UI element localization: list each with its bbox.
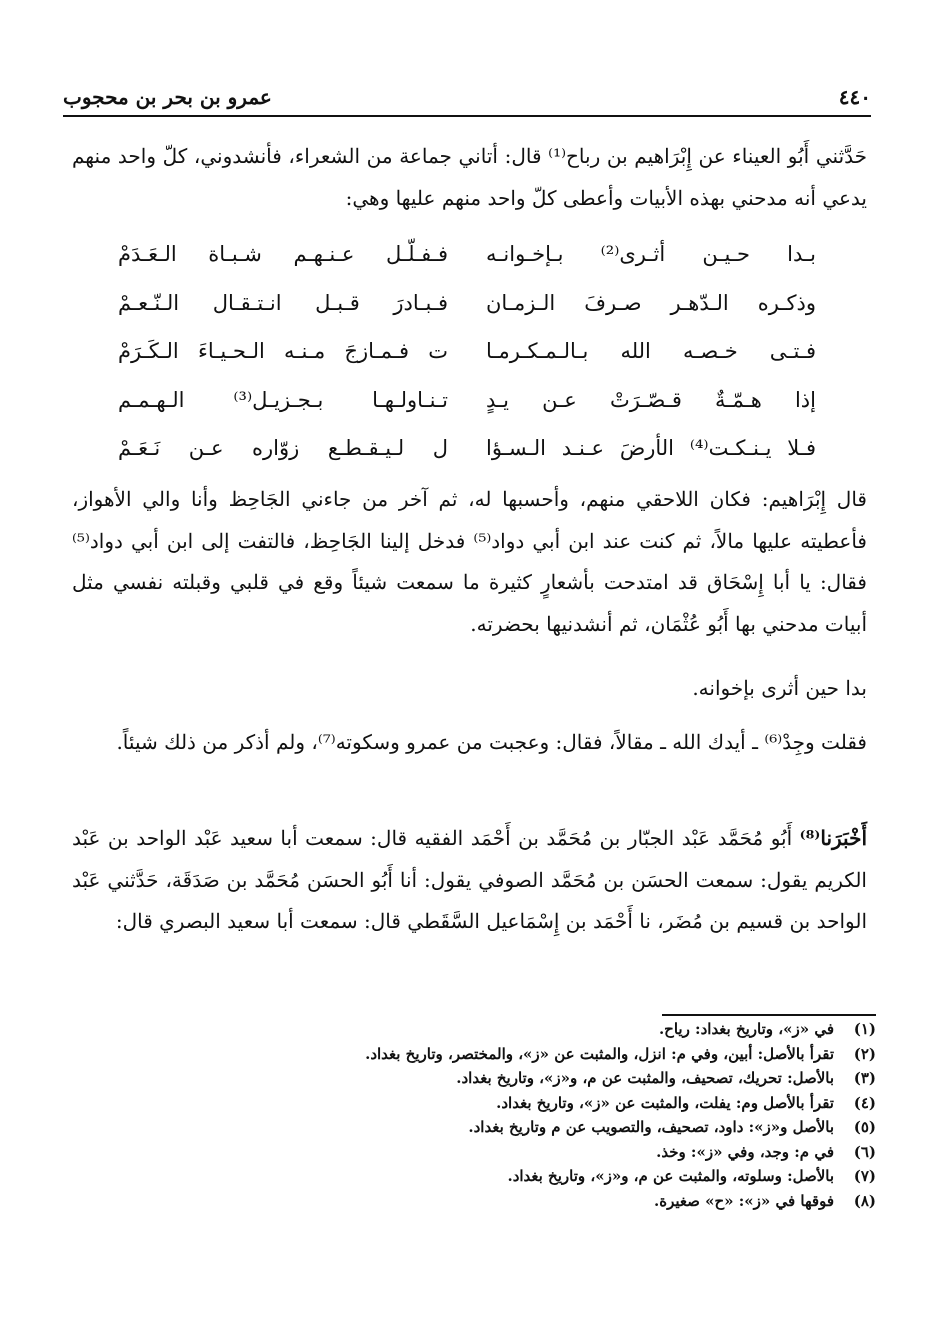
footnote [76,1140,876,1165]
header-rule [63,115,871,117]
poem [118,230,816,473]
footnote-text: تقرأ بالأصل وم: يفلت، والمثبت عن «ز»، وتاريخ بغداد. [496,1093,834,1112]
footnote-text: في «ز»، وتاريخ بغداد: رياح. [658,1020,834,1038]
footnote-number: (٢) [853,1044,876,1063]
verse-first-hemistich: إذا هـمّـةٌ قـصّـرَتْ عـن يـدٍ [486,387,816,412]
footnote [76,1091,876,1116]
poem-verse [118,279,816,328]
footnote-number: (٨) [853,1191,876,1210]
footnote [76,1115,876,1140]
poem-verse [118,327,816,376]
footnote-number: (٦) [853,1142,876,1161]
verse-first-hemistich: بـدا حـيـن أثـرى⁽²⁾ بـإخـوانـه [486,242,816,267]
verse-second-hemistich: تـنـاولـهـا بـجـزيـل⁽³⁾ الـهـمـم [118,387,448,412]
footnote [76,1189,876,1214]
isnad-lead-word: أَخْبَرَنا⁽⁸⁾ [799,826,867,850]
isnad-text: أَبُو مُحَمَّد عَبْد الجبّار بن مُحَمَّد بن أَحْمَد الفقيه قال: سمعت أبا سعيد عَبْد الواحد بن عَبْد الكريم يقول: سمعت الحسَن بن مُحَمَّد الصوفي يقول: أنا أَبُو الحسَن مُحَمَّد بن صَدَقَة، حَدَّثني عَبْد الواحد بن قسيم بن مُضَر، نا أَحْمَد بن إِسْمَاعيل السَّقَطي قال: سمعت أبا سعيد البصري قال: [72,826,867,933]
footnote [76,1017,876,1042]
footnote-number: (٣) [853,1069,876,1087]
footnote-number: (١) [853,1020,876,1038]
verse-first-hemistich: وذكـره الـدّهـر صـرفَ الـزمـان [486,290,816,315]
paragraph-ibrahim: قال إِبْرَاهيم: فكان اللاحقي منهم، وأحسبها له، ثم آخر من جاءني الجَاحِظ وأنا والي الأهواز، فأعطيته عليها مالاً، ثم كنت عند ابن أبي دواد⁽⁵⁾ فدخل إلينا الجَاحِظ، فالتفت إلى ابن أبي دواد⁽⁵⁾ فقال: يا أبا إِسْحَاق قد امتدحت بأشعارٍ كثيرة ما سمعت شيئاً وقع في قلبي وقبلته نفسي مثل أبيات مدحني بها أَبُو عُثْمَان، ثم أنشدنيها بحضرته. [72,487,867,636]
paragraph-intro: حَدَّثني أَبُو العيناء عن إِبْرَاهيم بن رباح⁽¹⁾ قال: أتاني جماعة من الشعراء، فأنشدوني، كلّ واحد منهم يدعي أنه مدحني بهذه الأبيات وأعطى كلّ واحد منهم عليها وهي: [72,144,867,210]
verse-second-hemistich: ت فـمـازجَ مـنـه الـحـيـاءَ الـكَـرَمْ [118,339,448,364]
paragraph-isnad [72,818,867,943]
poem-verse [118,376,816,425]
footnote-text: فوقها في «ز»: «ح» صغيرة. [654,1191,834,1210]
footnote [76,1066,876,1091]
footnote-text: بالأصل و«ز»: داود، تصحيف، والتصويب عن م وتاريخ بغداد. [468,1118,834,1136]
paragraph-verse-quote: بدا حين أثرى بإخوانه. [692,676,867,700]
footnote-rule [662,1014,876,1016]
footnote-text: في م: وجد، وفي «ز»: وخذ. [656,1142,834,1161]
poem-verse [118,230,816,279]
footnote-text: بالأصل: وسلوته، والمثبت عن م، و«ز»، وتاريخ بغداد. [507,1167,834,1185]
verse-first-hemistich: فـتـى خـصـه الله بـالـمـكـرمـا [486,339,816,364]
footnote-number: (٤) [853,1093,876,1112]
verse-second-hemistich: ل لـيـقـطـع زوّاره عـن نَـعَـمْ [118,436,448,461]
paragraph-reply: فقلت وجِدْ⁽⁶⁾ ـ أيدك الله ـ مقالاً، فقال: وعجبت من عمرو وسكوته⁽⁷⁾، ولم أذكر من ذلك شيئاً. [116,730,867,754]
footnote [76,1042,876,1067]
verse-second-hemistich: فـبـادرَ قـبـل انـتـقـال الـنّـعـمْ [118,290,448,315]
running-title: عمرو بن بحر بن محجوب [63,85,272,109]
poem-verse [118,424,816,473]
page-number: ٤٤٠ [838,85,871,109]
footnote [76,1164,876,1189]
footnotes [76,1017,876,1213]
footnote-text: بالأصل: تحريك، تصحيف، والمثبت عن م، و«ز»، وتاريخ بغداد. [456,1069,834,1087]
verse-second-hemistich: فـفـلّـل عـنـهـم شـبـاة الـعَـدَمْ [118,242,448,267]
footnote-number: (٥) [853,1118,876,1136]
page-header [63,84,871,110]
footnote-number: (٧) [853,1167,876,1185]
footnote-text: تقرأ بالأصل: أبين، وفي م: انزل، والمثبت عن «ز»، والمختصر، وتاريخ بغداد. [365,1044,834,1063]
verse-first-hemistich: فـلا يـنـكـت⁽⁴⁾ الأرضَ عـنـد الـسـؤا [486,436,816,461]
